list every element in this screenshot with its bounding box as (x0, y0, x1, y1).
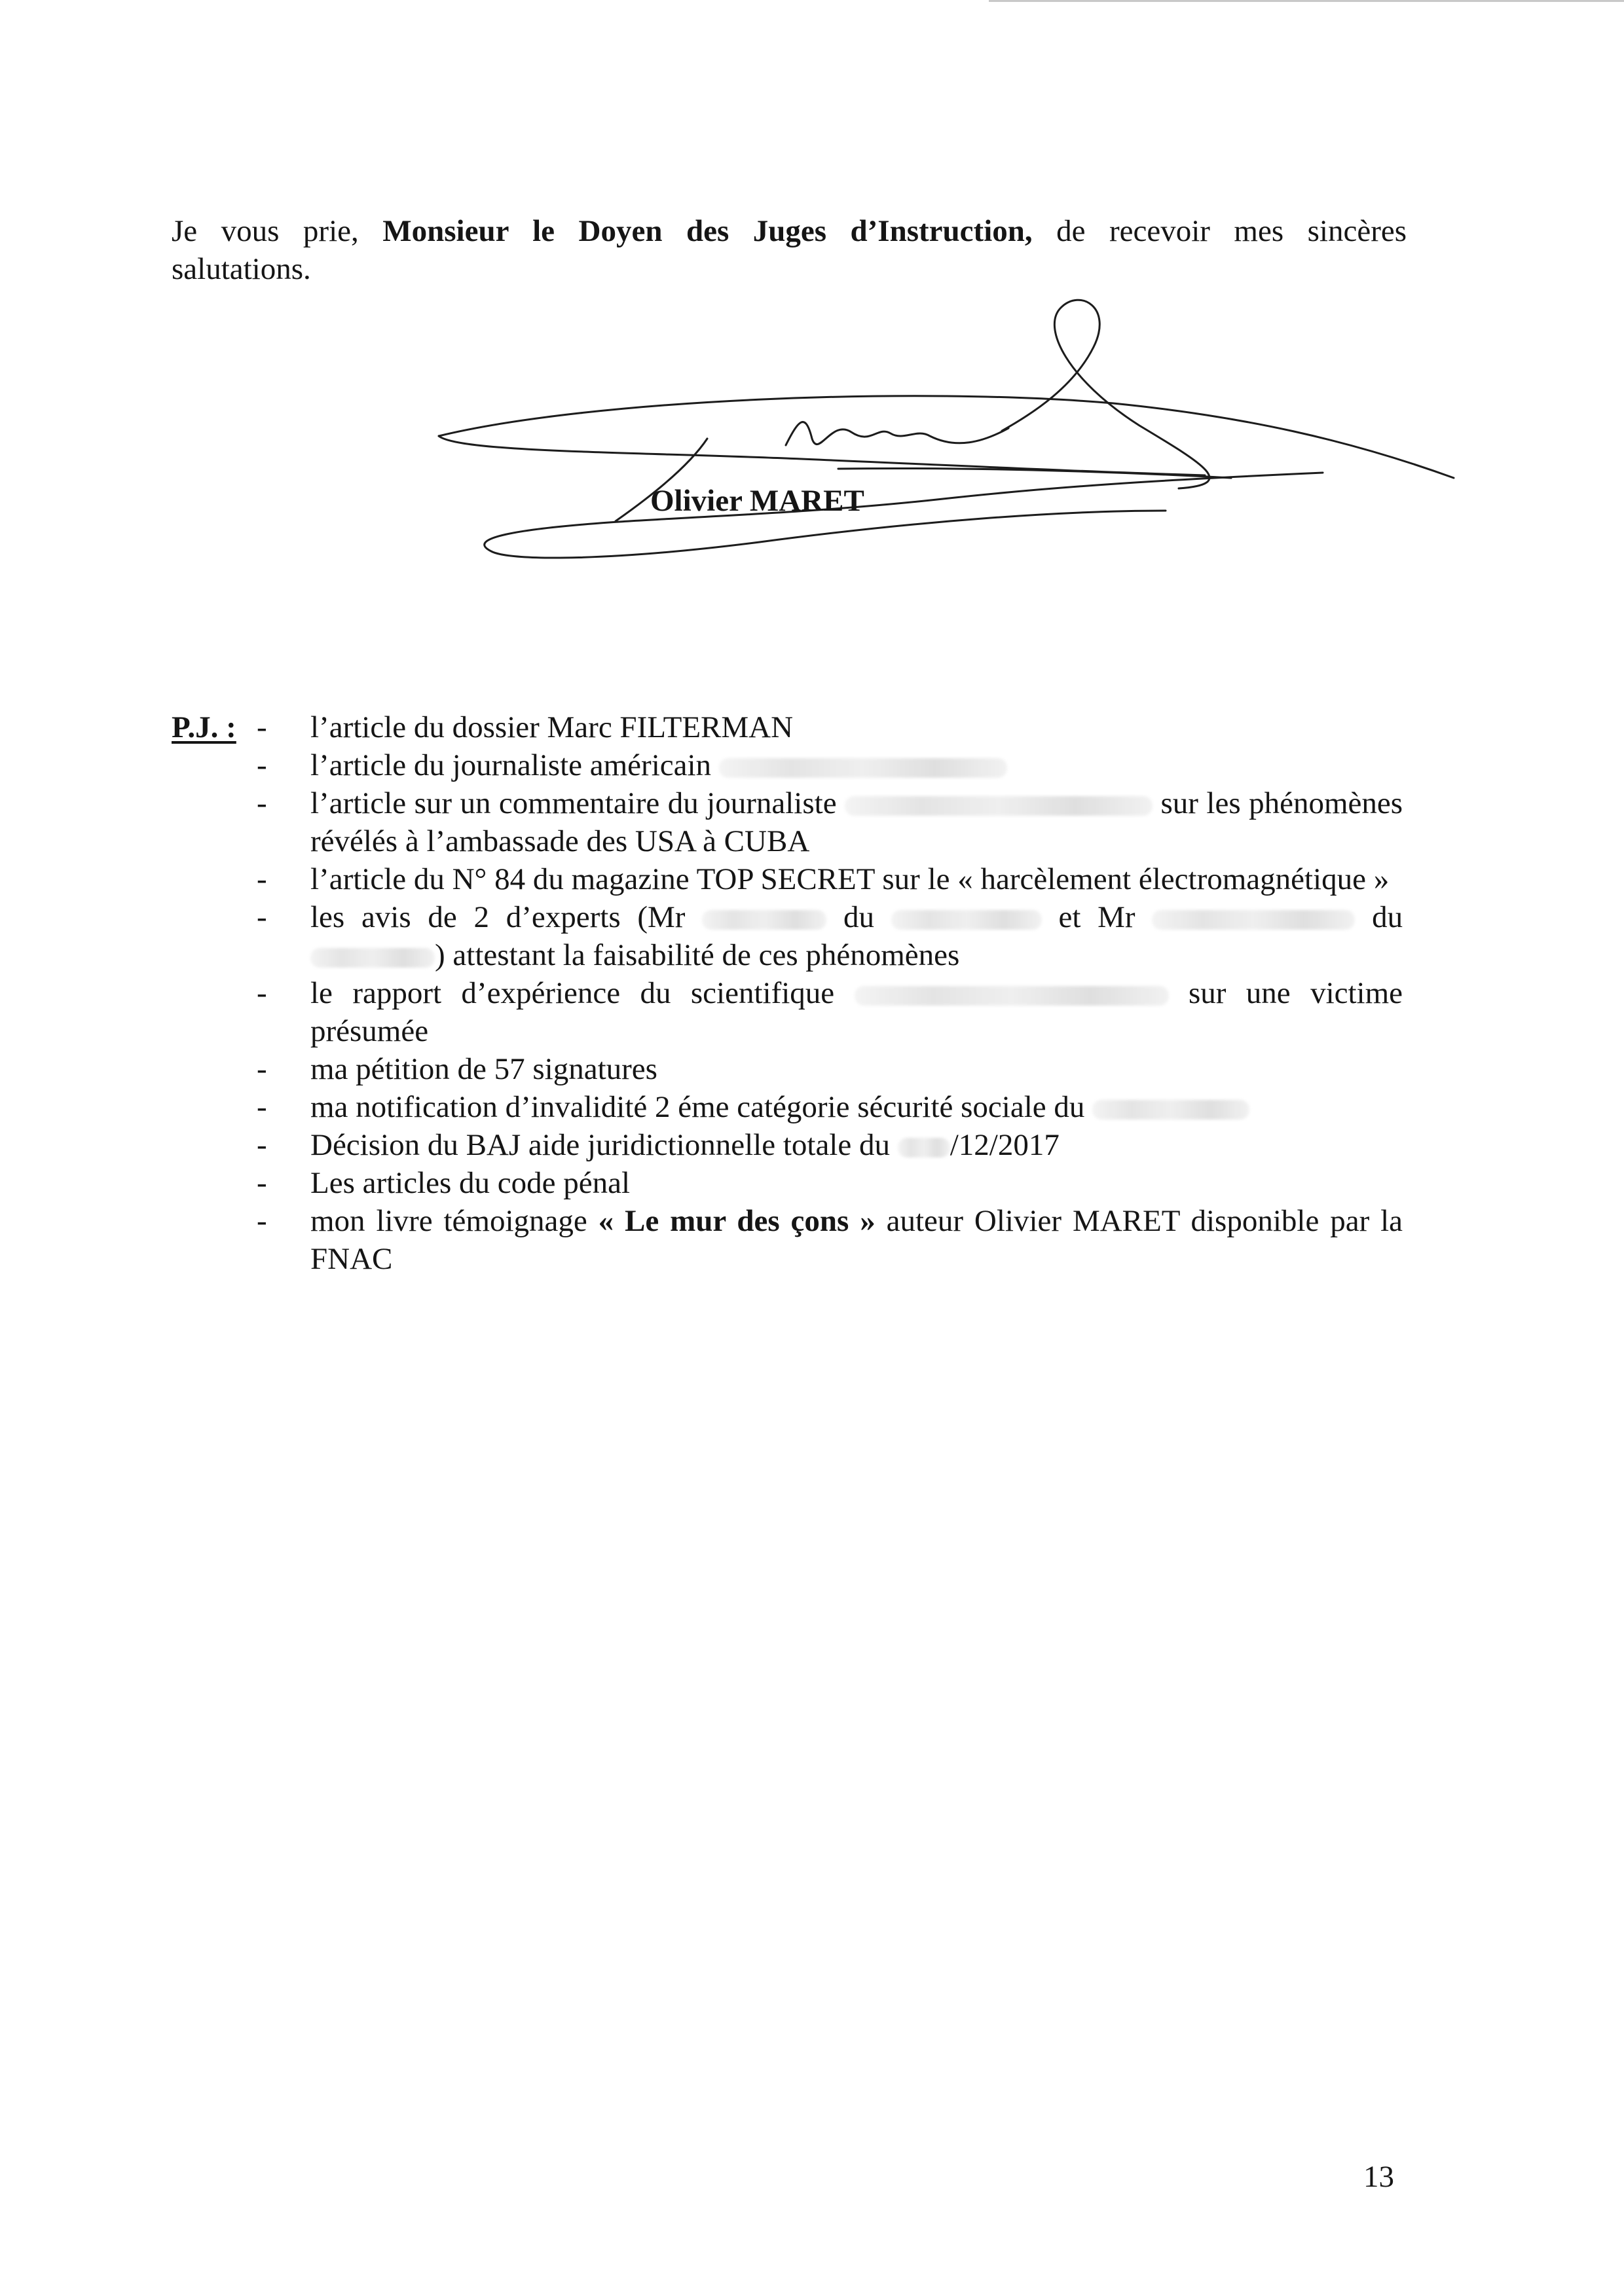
attachment-text: le rapport d’expérience du scientifique (310, 976, 835, 1010)
attachment-text: du (843, 900, 874, 934)
book-title: « Le mur des çons » (598, 1204, 876, 1238)
attachment-text: Les articles du code pénal (310, 1166, 631, 1200)
attachment-item (257, 974, 1403, 1050)
closing-paragraph (172, 212, 1407, 250)
attachment-item (257, 784, 1403, 860)
list-dash: - (257, 1204, 267, 1238)
scan-edge-line (989, 0, 1624, 2)
handwritten-signature (419, 288, 1467, 615)
redacted-name (855, 986, 1169, 1006)
attachment-text: sur les phénomènes révélés à l’ambassade des USA à CUBA (310, 786, 1403, 858)
signatory-name: Olivier MARET (650, 484, 864, 518)
list-dash: - (257, 862, 267, 896)
page-number: 13 (1363, 2160, 1394, 2194)
attachments-list (257, 708, 1403, 1278)
list-dash: - (257, 710, 267, 744)
list-dash: - (257, 1052, 267, 1086)
closing-suffix: de recevoir mes sincères (1056, 214, 1407, 248)
list-dash: - (257, 1166, 267, 1200)
attachment-item (257, 1050, 1403, 1088)
attachment-text: l’article du journaliste américain (310, 748, 712, 782)
signature-underline-stroke (838, 469, 1231, 478)
attachment-text: l’article sur un commentaire du journaliste (310, 786, 837, 820)
attachment-item (257, 746, 1403, 784)
closing-line-2: salutations. (172, 252, 311, 286)
attachment-item (257, 1202, 1403, 1278)
attachment-text: Décision du BAJ aide juridictionnelle totale du (310, 1128, 890, 1162)
redacted-name (845, 796, 1153, 816)
attachment-text: l’article du N° 84 du magazine TOP SECRET sur le « harcèlement électromagnétique » (310, 862, 1390, 896)
attachments-label: P.J. : (172, 710, 236, 744)
redacted-date (898, 1138, 950, 1157)
attachment-item (257, 708, 1403, 746)
attachment-text: ma pétition de 57 signatures (310, 1052, 657, 1086)
attachment-text: sur une victime présumée (310, 976, 1403, 1048)
attachment-item (257, 860, 1403, 898)
attachment-text: mon livre témoignage (310, 1204, 587, 1238)
list-dash: - (257, 1128, 267, 1162)
redacted-name (1152, 910, 1355, 930)
attachment-text: les avis de 2 d’experts (Mr (310, 900, 686, 934)
attachment-text: ma notification d’invalidité 2 éme catégorie sécurité sociale du (310, 1090, 1085, 1124)
attachment-text: l’article du dossier Marc FILTERMAN (310, 710, 794, 744)
attachment-item (257, 1126, 1403, 1164)
attachment-text: du (1372, 900, 1403, 934)
redacted-name (702, 910, 826, 930)
attachment-text: et Mr (1058, 900, 1135, 934)
list-dash: - (257, 976, 267, 1010)
signature-loop-stroke (1002, 300, 1209, 488)
list-dash: - (257, 786, 267, 820)
redacted-name (891, 910, 1042, 930)
list-dash: - (257, 900, 267, 934)
closing-prefix: Je vous prie, (172, 214, 359, 248)
redacted-date (1092, 1100, 1249, 1120)
redacted-name (310, 948, 435, 968)
attachment-text: ) attestant la faisabilité de ces phénomènes (435, 938, 960, 972)
signature-cursive-stroke (786, 422, 1008, 445)
redacted-name (719, 758, 1007, 778)
attachment-text: /12/2017 (950, 1128, 1060, 1162)
attachment-item (257, 1088, 1403, 1126)
attachment-text: auteur Olivier MARET disponible par la FNAC (310, 1204, 1403, 1276)
closing-addressee: Monsieur le Doyen des Juges d’Instruction, (382, 214, 1033, 248)
list-dash: - (257, 748, 267, 782)
attachment-item (257, 1164, 1403, 1202)
list-dash: - (257, 1090, 267, 1124)
attachment-item (257, 898, 1403, 974)
